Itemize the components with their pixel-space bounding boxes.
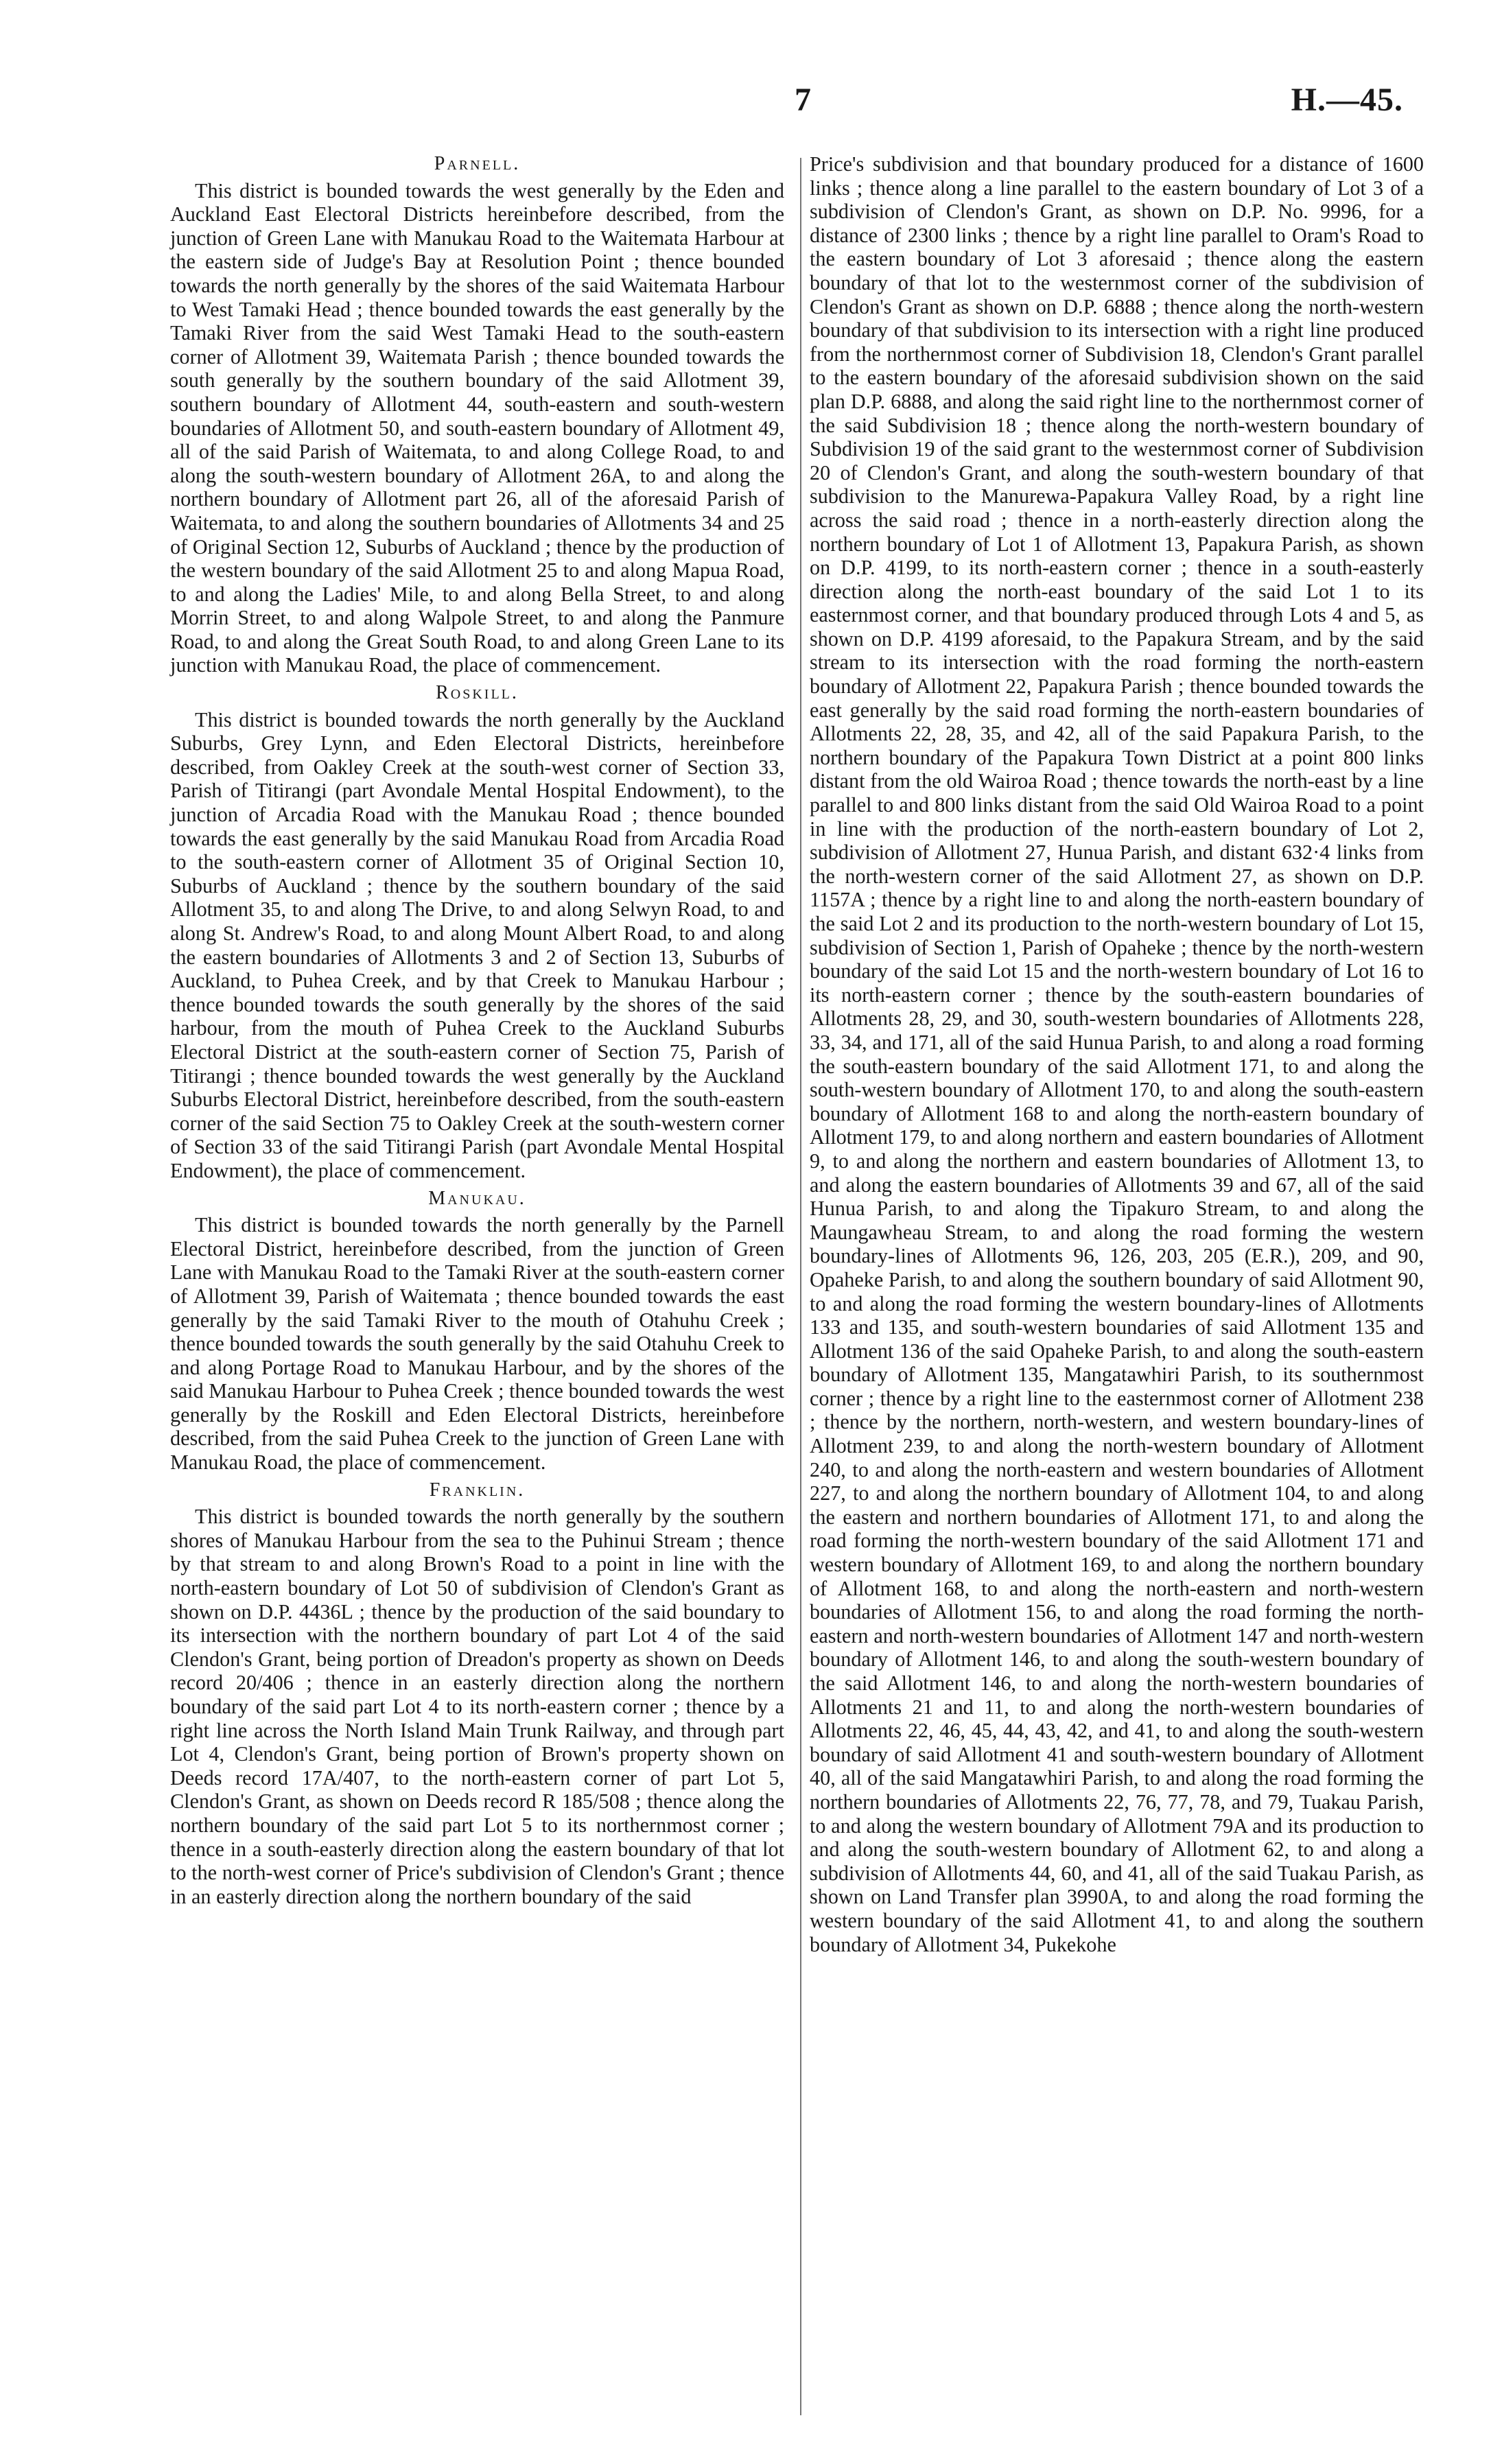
section-text-roskill: This district is bounded towards the north generally by the Auckland Suburbs, Grey Lynn, and Eden Electoral Districts, hereinbefore described, from Oakley Creek at the south-west corner of Section 33, Parish of Titirangi (part Avondale Mental Hospital Endowment), to the junction of Arcadia Road with the Manukau Road ; thence bounded towards the east generally by the said Manukau Road from Arcadia Road to the south-eastern corner of Allotment 35 of Original Section 10, Suburbs of Auckland ; thence by the southern boundary of the said Allotment 35, to and along The Drive, to and along Selwyn Road, to and along St. Andrew's Road, to and along Mount Albert Road, to and along the eastern boundaries of Allotments 3 and 2 of Section 13, Suburbs of Auckland, to Puhea Creek, and by that Creek to Manukau Harbour ; thence bounded towards the south generally by the shores of the said harbour, from the mouth of Puhea Creek to the Auckland Suburbs Electoral District at the south-eastern corner of Section 75, Parish of Titirangi ; thence bounded towards the west generally by the Auckland Suburbs Electoral District, hereinbefore described, from the south-eastern corner of the said Section 75 to Oakley Creek at the south-western corner of Section 33 of the said Titirangi Parish (part Avondale Mental Hospital Endowment), the place of commencement. [170,707,784,1182]
document-reference: H.—45. [1291,82,1403,118]
section-text-franklin-continued: Price's subdivision and that boundary produced for a distance of 1600 links ; thence along a line parallel to the eastern boundary of Lot 3 of a subdivision of Clendon's Grant, as shown on D.P. No. 9996, for a distance of 2300 links ; thence by a right line parallel to Oram's Road to the eastern boundary of Lot 3 aforesaid ; thence along the eastern boundary of that lot to the westernmost corner of the subdivision of Clendon's Grant as shown on D.P. 6888 ; thence along the north-western boundary of that subdivision to its intersection with a right line produced from the northernmost corner of Subdivision 18, Clendon's Grant parallel to the eastern boundary of the aforesaid subdivision shown on the said plan D.P. 6888, and along the said right line to the northernmost corner of the said Subdivision 18 ; thence along the north-western boundary of Subdivision 19 of the said grant to the westernmost corner of Subdivision 20 of Clendon's Grant, and along the south-western boundary of that subdivision to the Manurewa-Papakura Valley Road, by a right line across the said road ; thence in a north-easterly direction along the northern boundary of Lot 1 of Allotment 13, Papakura Parish, as shown on D.P. 4199, to its north-eastern corner ; thence in a south-easterly direction along the north-east boundary of the said Lot 1 to its easternmost corner, and that boundary produced through Lots 4 and 5, as shown on D.P. 4199 aforesaid, to the Papakura Stream, and by the said stream to its intersection with the road forming the north-eastern boundary of Allotment 22, Papakura Parish ; thence bounded towards the east generally by the said road forming the north-eastern boundaries of Allotments 22, 28, 35, and 42, all of the said Papakura Parish, to the northern boundary of the Papakura Town District at a point 800 links distant from the old Wairoa Road ; thence towards the north-east by a line parallel to and 800 links distant from the said Old Wairoa Road to a point in line with the production of the north-eastern boundary of Lot 2, subdivision of Allotment 27, Hunua Parish, and distant 632·4 links from the north-western corner of the said Allotment 27, as shown on D.P. 1157A ; thence by a right line to and along the north-eastern boundary of the said Lot 2 and its production to the north-western boundary of Lot 15, subdivision of Section 1, Parish of Opaheke ; thence by the north-western boundary of the said Lot 15 and the north-western boundary of Lot 16 to its north-eastern corner ; thence by the south-eastern boundaries of Allotments 28, 29, and 30, south-western boundaries of Allotments 228, 33, 34, and 171, all of the said Hunua Parish, to and along a road forming the south-eastern boundary of the said Allotment 171, to and along the south-western boundary of Allotment 170, to and along the south-eastern boundary of Allotment 168 to and along the north-eastern boundary of Allotment 179, to and along northern and eastern boundaries of Allotment 9, to and along the northern and eastern boundaries of Allotment 13, to and along the eastern boundaries of Allotments 39 and 67, all of the said Hunua Parish, to and along the Tipakuro Stream, to and along the Maungawheau Stream, to and along the road forming the western boundary-lines of Allotments 96, 126, 203, 205 (E.R.), 209, and 90, Opaheke Parish, to and along the southern boundary of said Allotment 90, to and along the road forming the western boundary-lines of Allotments 133 and 135, and south-western boundaries of said Allotment 135 and Allotment 136 of the said Opaheke Parish, to and along the south-eastern boundary of Allotment 135, Mangatawhiri Parish, to its southernmost corner ; thence by a right line to the easternmost corner of Allotment 238 ; thence by the northern, north-western, and western boundary-lines of Allotment 239, to and along the north-western boundary of Allotment 240, to and along the north-eastern and western boundaries of Allotment 227, to and along the northern boundary of Allotment 104, to and along the eastern and northern boundaries of Allotment 171, to and along the road forming the north-western boundary of the said Allotment 171 and western boundary of Allotment 169, to and along the northern boundary of Allotment 168, to and along the north-eastern and north-western boundaries of Allotment 156, to and along the road forming the north-eastern and north-western boundaries of Allotment 147 and north-western boundary of Allotment 146, to and along the south-western boundary of the said Allotment 146, to and along the north-western boundaries of Allotments 21 and 11, to and along the north-western boundaries of Allotments 22, 46, 45, 44, 43, 42, and 41, to and along the south-western boundary of said Allotment 41 and south-western boundary of Allotment 40, all of the said Mangatawhiri Parish, to and along the road forming the northern boundaries of Allotments 22, 76, 77, 78, and 79, Tuakau Parish, to and along the western boundary of Allotment 79A and its production to and along the south-western boundary of Allotment 62, to and along a subdivision of Allotments 44, 60, and 41, all of the said Tuakau Parish, as shown on Land Transfer plan 3990A, to and along the road forming the western boundary of the said Allotment 41, to and along the southern boundary of Allotment 34, Pukekohe [810,152,1424,1956]
section-heading-parnell: Parnell. [434,153,521,174]
section-heading-manukau: Manukau. [428,1187,526,1209]
column-divider [800,158,801,2415]
left-column [170,152,784,1908]
section-text-parnell: This district is bounded towards the west generally by the Eden and Auckland East Electoral Districts hereinbefore described, from the junction of Green Lane with Manukau Road to the Waitemata Harbour at the eastern side of Judge's Bay at Resolution Point ; thence bounded towards the north generally by the shores of the said Waitemata Harbour to West Tamaki Head ; thence bounded towards the east generally by the Tamaki River from the said West Tamaki Head to the south-eastern corner of Allotment 39, Waitemata Parish ; thence bounded towards the south generally by the southern boundary of the said Allotment 39, southern boundary of Allotment 44, south-eastern and south-western boundaries of Allotment 50, and south-eastern boundary of Allotment 49, all of the said Parish of Waitemata, to and along College Road, to and along the south-western boundary of Allotment 26A, to and along the northern boundary of Allotment part 26, all of the aforesaid Parish of Waitemata, to and along the southern boundaries of Allotments 34 and 25 of Original Section 12, Suburbs of Auckland ; thence by the production of the western boundary of the said Allotment 25 to and along Mapua Road, to and along the Ladies' Mile, to and along Bella Street, to and along Morrin Street, to and along Walpole Street, to and along the Panmure Road, to and along the Great South Road, to and along Green Lane to its junction with Manukau Road, the place of commencement. [170,178,784,677]
section-heading-franklin: Franklin. [429,1479,526,1501]
section-text-franklin: This district is bounded towards the north generally by the southern shores of Manukau Harbour from the sea to the Puhinui Stream ; thence by that stream to and along Brown's Road to a point in line with the north-eastern boundary of Lot 50 of subdivision of Clendon's Grant as shown on D.P. 4436L ; thence by the production of the said boundary to its intersection with the northern boundary of part Lot 4 of the said Clendon's Grant, being portion of Dreadon's property as shown on Deeds record 20/406 ; thence in an easterly direction along the northern boundary of the said part Lot 4 to its north-eastern corner ; thence by a right line across the North Island Main Trunk Railway, and through part Lot 4, Clendon's Grant, being portion of Brown's property shown on Deeds record 17A/407, to the north-eastern corner of part Lot 5, Clendon's Grant, as shown on Deeds record R 185/508 ; thence along the northern boundary of the said part Lot 5 to its northernmost corner ; thence in a south-easterly direction along the eastern boundary of that lot to the north-west corner of Price's subdivision of Clendon's Grant ; thence in an easterly direction along the northern boundary of the said [170,1505,784,1908]
right-column [810,152,1424,1956]
section-text-manukau: This district is bounded towards the north generally by the Parnell Electoral District, hereinbefore described, from the junction of Green Lane with Manukau Road to the Tamaki River at the south-eastern corner of Allotment 39, Parish of Waitemata ; thence bounded towards the east generally by the said Tamaki River to the mouth of Otahuhu Creek ; thence bounded towards the south generally by the said Otahuhu Creek to and along Portage Road to Manukau Harbour, and by the shores of the said Manukau Harbour to Puhea Creek ; thence bounded towards the west generally by the Roskill and Eden Electoral Districts, hereinbefore described, from the said Puhea Creek to the junction of Green Lane with Manukau Road, the place of commencement. [170,1213,784,1475]
page-number: 7 [795,82,811,118]
section-heading-roskill: Roskill. [436,682,519,704]
